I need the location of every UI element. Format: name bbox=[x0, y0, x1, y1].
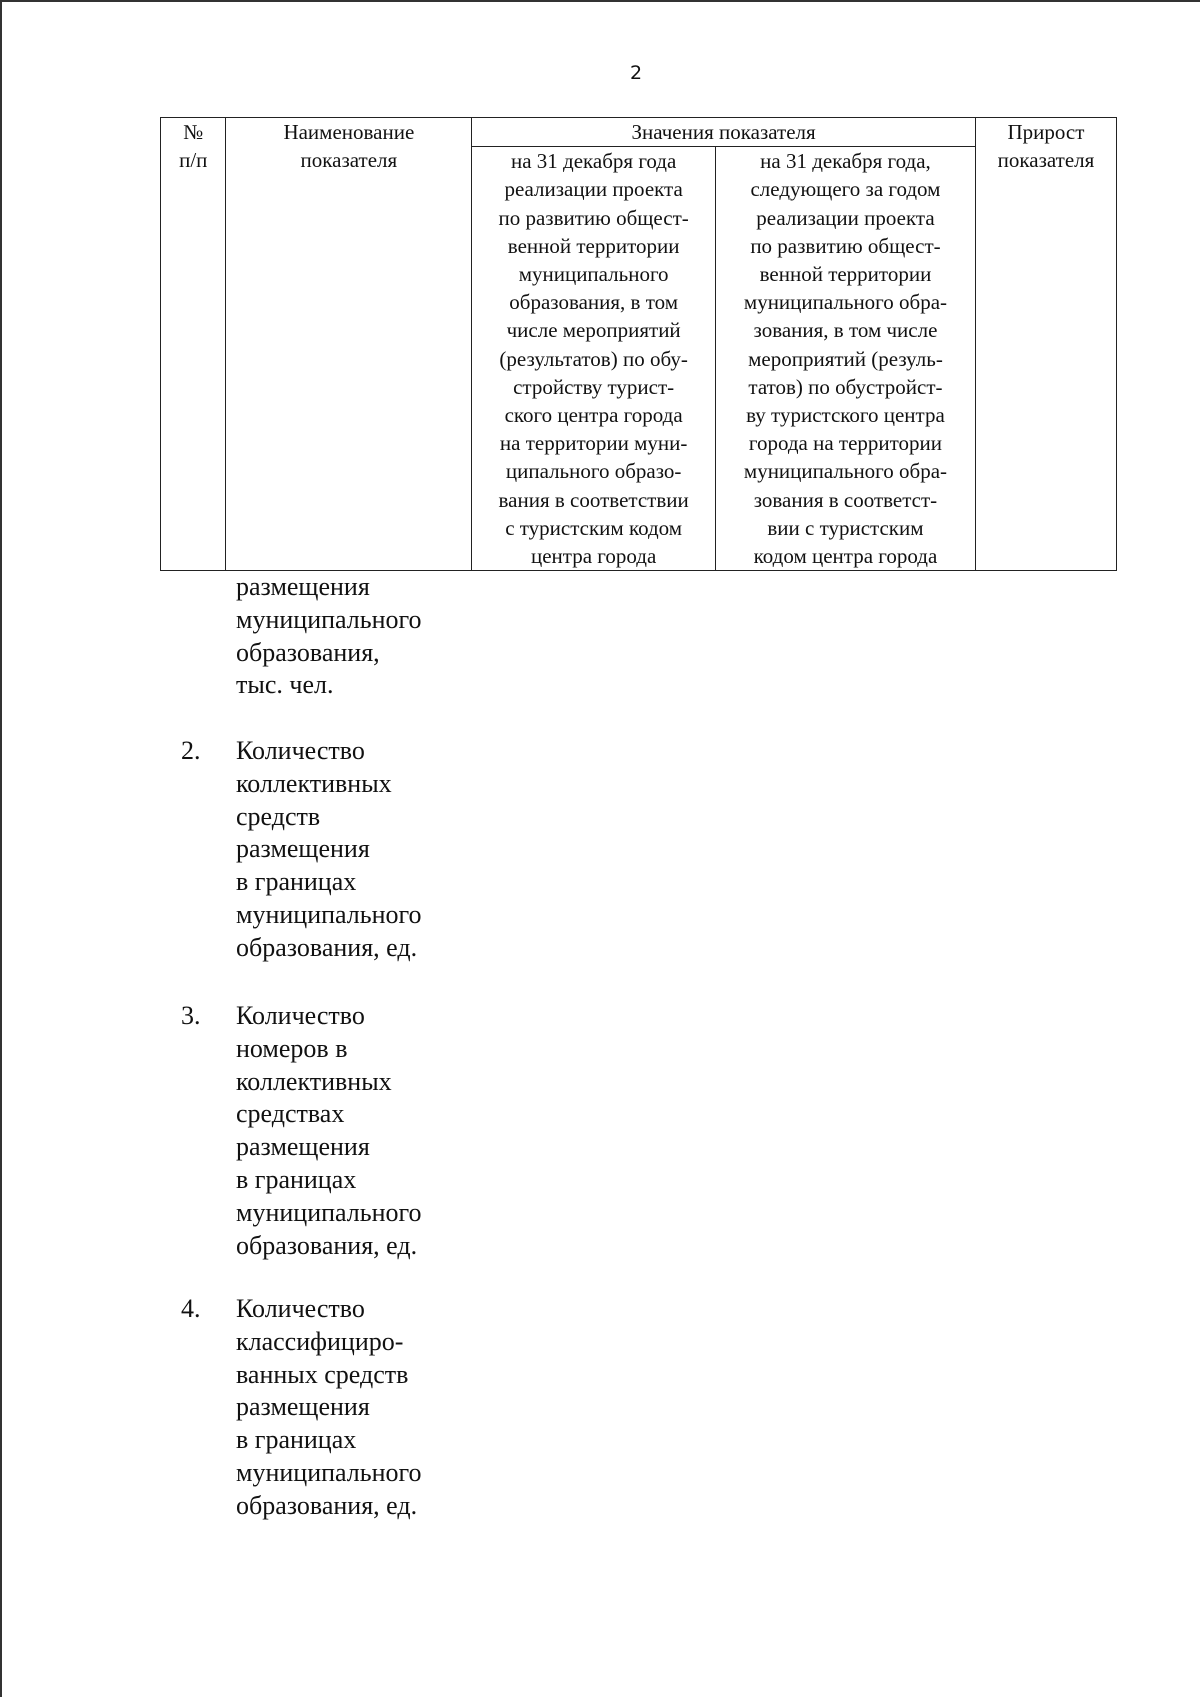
row-1-continuation: размещения муниципального образования, тыс. чел. bbox=[236, 572, 422, 700]
header-cell-value-2 bbox=[716, 147, 976, 571]
header-number-label: № п/п bbox=[179, 120, 208, 173]
header-value-2-label: на 31 декабря года, следующего за годом реализации проекта по развитию общест- венной территории муниципального обра- зования, в том числе мероприятий (резуль- татов) по обустройст- ву туристского центра города на территории муниципального обра- зования в соответст- вии с туристским кодом центра города bbox=[743, 149, 948, 569]
header-name-label: Наименование показателя bbox=[283, 120, 415, 173]
header-gain-label: Прирост показателя bbox=[997, 120, 1095, 173]
header-values-label: Значения показателя bbox=[631, 120, 816, 144]
row-2-number: 2. bbox=[181, 736, 201, 765]
indicator-table-header bbox=[160, 117, 1117, 571]
header-cell-value-1 bbox=[472, 147, 716, 571]
header-cell-values bbox=[472, 118, 976, 147]
header-cell-name bbox=[226, 118, 472, 571]
header-cell-gain bbox=[975, 118, 1116, 571]
row-4-number: 4. bbox=[181, 1294, 201, 1323]
row-3-indicator-name: Количество номеров в коллективных средствах размещения в границах муниципального образования, ед. bbox=[236, 1001, 422, 1260]
row-2-indicator-name: Количество коллективных средств размещения в границах муниципального образования, ед. bbox=[236, 736, 422, 962]
row-4-indicator-name: Количество классифициро- ванных средств размещения в границах муниципального образования, ед. bbox=[236, 1294, 422, 1520]
header-cell-number bbox=[161, 118, 226, 571]
row-3-number: 3. bbox=[181, 1001, 201, 1030]
header-value-1-label: на 31 декабря года реализации проекта по развитию общест- венной территории муниципального образования, в том числе мероприятий (результатов) по обу- стройству турист- ского центра города на территории муни- ципального образо- вания в соответствии с туристским кодом центра города bbox=[498, 149, 689, 569]
page-number: 2 bbox=[630, 62, 643, 84]
